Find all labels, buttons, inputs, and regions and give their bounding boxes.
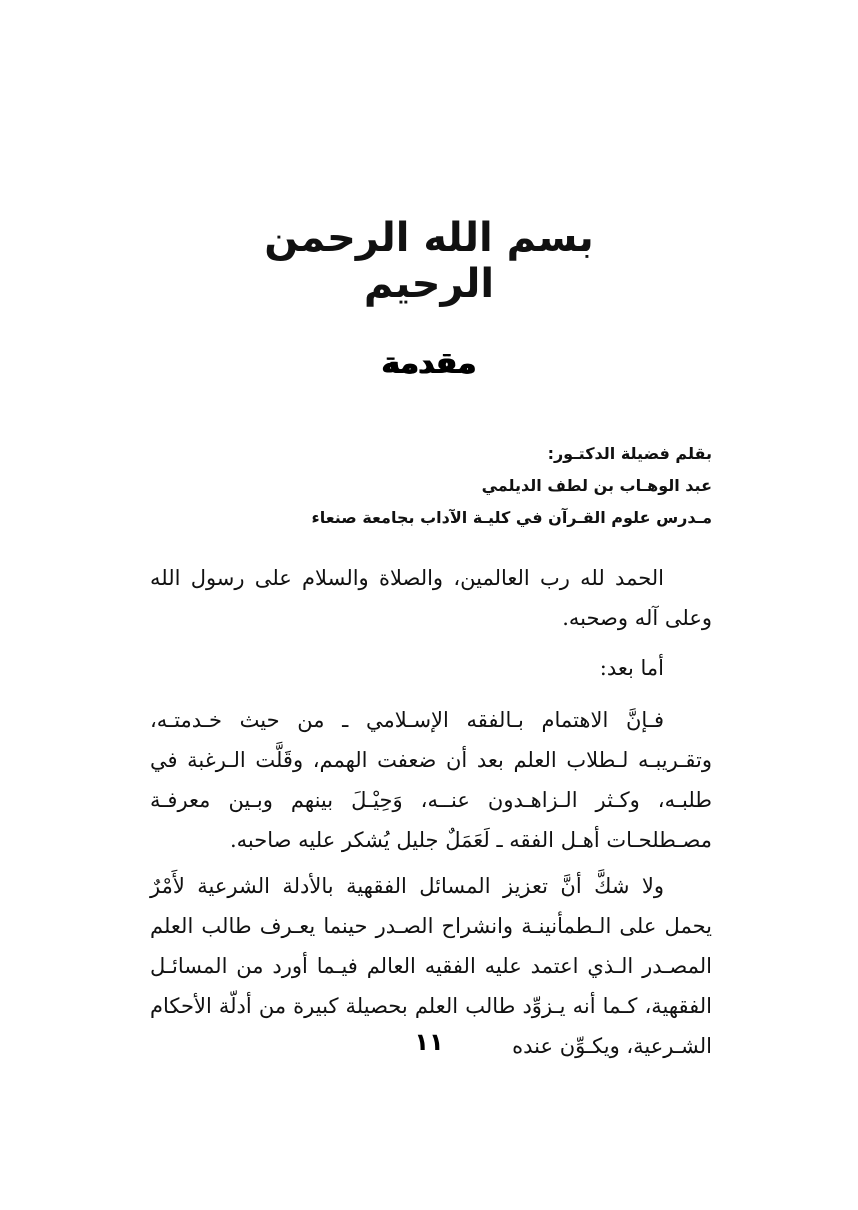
paragraph-salutation: أما بعد: <box>599 656 664 680</box>
body-text <box>150 558 712 1072</box>
basmala-calligraphy <box>229 205 629 307</box>
paragraph-opening: الحمد لله رب العالمين، والصلاة والسلام على رسول الله وعلى آله وصحبه. <box>150 566 712 630</box>
author-position: مـدرس علوم القـرآن في كليـة الآداب بجامعة صنعاء <box>311 508 712 527</box>
author-block <box>152 438 712 534</box>
author-byline: بقلم فضيلة الدكتـور: <box>547 444 712 463</box>
paragraph-evidence: ولا شكَّ أنَّ تعزيز المسائل الفقهية بالأدلة الشرعية لأَمْرٌ يحمل على الـطمأنينـة وانشراح الصـدر حينما يعـرف طالب العلم المصـدر الـذي اعتمد عليه الفقيه العالم فيـما أورد من المسائـل الفقهية، كـما أنه يـزوِّد طالب العلم بحصيلة كبيرة من أدلّة الأحكام الشـرعية، ويكـوِّن عنده <box>150 874 712 1058</box>
page-title: مقدمة <box>381 346 477 381</box>
author-name: عبد الوهـاب بن لطف الديلمي <box>481 476 712 495</box>
paragraph-fiqh-importance: فـإنَّ الاهتمام بـالفقه الإسـلامي ـ من حيث خـدمتـه، وتقـريبـه لـطلاب العلم بعد أن ضعفت الهمم، وقَلَّت الـرغبة في طلبـه، وكـثر الـزاهـدون عنــه، وَحِيْـلَ بينهم وبـين معرفـة مصـطلحـات أهـل الفقه ـ لَعَمَلٌ جليل يُشكر عليه صاحبه. <box>150 708 713 852</box>
page-number: ١١ <box>414 1028 444 1056</box>
basmala-text: بسم الله الرحمن الرحيم <box>264 215 594 307</box>
